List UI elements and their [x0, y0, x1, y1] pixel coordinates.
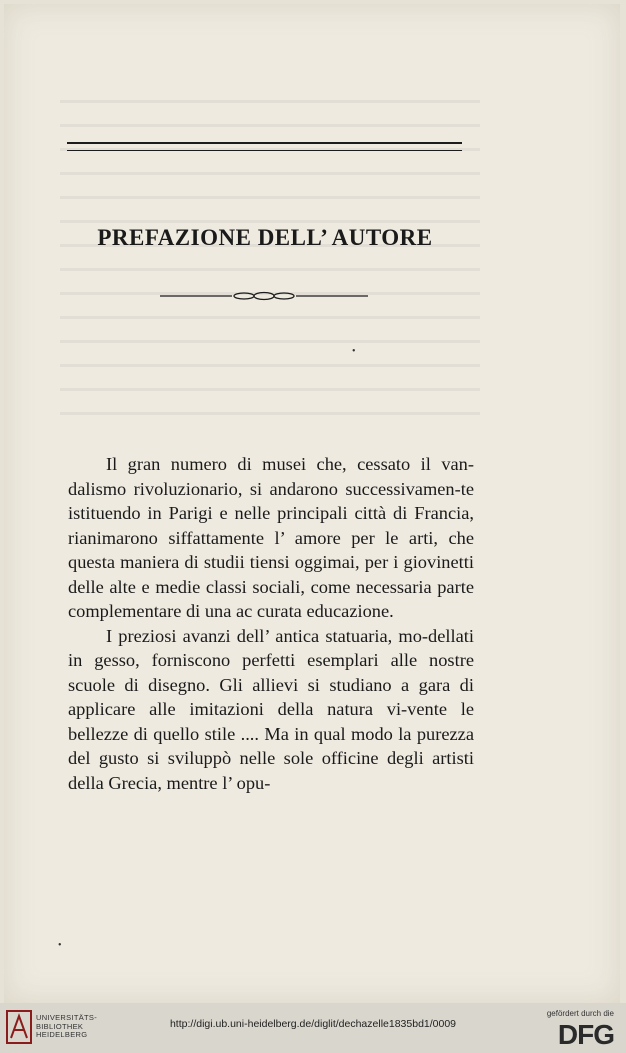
- source-url-link[interactable]: http://digi.ub.uni-heidelberg.de/diglit/dechazelle1835bd1/0009: [169, 1018, 457, 1030]
- funded-by-label: gefördert durch die: [546, 1009, 614, 1018]
- ink-speck: •: [352, 346, 356, 357]
- paragraph-2: I preziosi avanzi dell’ antica statuaria, mo-dellati in gesso, forniscono perfetti esemplari alle nostre scuole di disegno. Gli allievi si studiano a gara di applicare alle imitazioni della natura vi-vente le bellezze di quello stile .... Ma in qual modo la purezza del gusto si sviluppò nelle sole officine degli artisti della Grecia, mentre l’ opu-: [68, 625, 474, 793]
- body-text: [68, 452, 474, 795]
- page-title: PREFAZIONE DELL’ AUTORE: [97, 225, 433, 250]
- institution-line: HEIDELBERG: [36, 1030, 88, 1039]
- header-double-rule: [67, 142, 462, 151]
- ink-speck: •: [58, 940, 62, 951]
- institution-line: BIBLIOTHEK: [36, 1021, 84, 1031]
- paragraph-1: Il gran numero di musei che, cessato il van-dalismo rivoluzionario, si andarono successivamen-te istituendo in Parigi e nelle principali città di Francia, rianimarono siffattamente l’ amore per le arti, che questa maniera di studii tiensi oggimai, per i giovinetti delle alte e medie classi sociali, come necessaria parte complementare di una ac curata educazione.: [68, 454, 474, 621]
- ornament-divider-icon: [160, 290, 368, 302]
- institution-line: UNIVERSITÄTS-: [36, 1013, 97, 1022]
- dfg-logo: DFG: [557, 1019, 614, 1050]
